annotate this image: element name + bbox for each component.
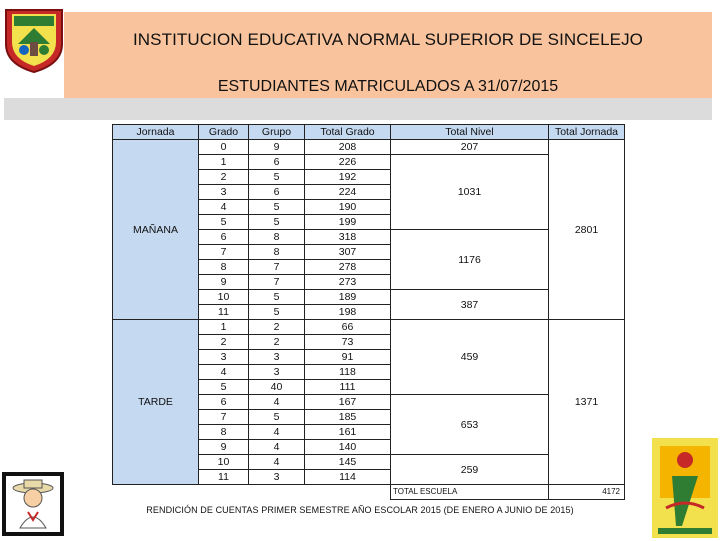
total-grado-cell: 198 bbox=[305, 305, 391, 320]
grupo-cell: 7 bbox=[249, 275, 305, 290]
grupo-cell: 40 bbox=[249, 380, 305, 395]
total-grado-cell: 161 bbox=[305, 425, 391, 440]
grupo-cell: 3 bbox=[249, 470, 305, 485]
grado-cell: 8 bbox=[199, 260, 249, 275]
student-mascot-image bbox=[2, 472, 64, 536]
grado-cell: 4 bbox=[199, 365, 249, 380]
column-header: Total Jornada bbox=[549, 125, 625, 140]
grado-cell: 11 bbox=[199, 470, 249, 485]
table-row bbox=[113, 140, 625, 155]
total-escuela-row bbox=[113, 485, 625, 500]
page-title: INSTITUCION EDUCATIVA NORMAL SUPERIOR DE SINCELEJO bbox=[132, 30, 644, 49]
grado-cell: 8 bbox=[199, 425, 249, 440]
total-grado-cell: 118 bbox=[305, 365, 391, 380]
total-grado-cell: 111 bbox=[305, 380, 391, 395]
total-grado-cell: 185 bbox=[305, 410, 391, 425]
grupo-cell: 7 bbox=[249, 260, 305, 275]
column-header: Grado bbox=[199, 125, 249, 140]
grado-cell: 3 bbox=[199, 185, 249, 200]
total-grado-cell: 226 bbox=[305, 155, 391, 170]
column-header: Jornada bbox=[113, 125, 199, 140]
total-grado-cell: 224 bbox=[305, 185, 391, 200]
total-grado-cell: 192 bbox=[305, 170, 391, 185]
total-nivel-cell: 1031 bbox=[391, 155, 549, 230]
grupo-cell: 6 bbox=[249, 155, 305, 170]
total-nivel-cell: 207 bbox=[391, 140, 549, 155]
total-grado-cell: 73 bbox=[305, 335, 391, 350]
grupo-cell: 4 bbox=[249, 395, 305, 410]
total-nivel-cell: 1176 bbox=[391, 230, 549, 290]
grupo-cell: 3 bbox=[249, 350, 305, 365]
total-nivel-cell: 387 bbox=[391, 290, 549, 320]
grupo-cell: 2 bbox=[249, 335, 305, 350]
grupo-cell: 5 bbox=[249, 200, 305, 215]
grado-cell: 9 bbox=[199, 440, 249, 455]
jornada-cell: TARDE bbox=[113, 320, 199, 485]
gray-band bbox=[4, 98, 712, 120]
grupo-cell: 8 bbox=[249, 245, 305, 260]
grado-cell: 10 bbox=[199, 455, 249, 470]
footer-note: RENDICIÓN DE CUENTAS PRIMER SEMESTRE AÑO ESCOLAR 2015 (DE ENERO A JUNIO DE 2015) bbox=[146, 505, 574, 515]
grado-cell: 6 bbox=[199, 395, 249, 410]
total-nivel-cell: 459 bbox=[391, 320, 549, 395]
grado-cell: 1 bbox=[199, 320, 249, 335]
blank-cell bbox=[113, 485, 199, 500]
grado-cell: 2 bbox=[199, 335, 249, 350]
total-grado-cell: 189 bbox=[305, 290, 391, 305]
grado-cell: 5 bbox=[199, 215, 249, 230]
blank-cell bbox=[249, 485, 305, 500]
total-grado-cell: 91 bbox=[305, 350, 391, 365]
total-grado-cell: 318 bbox=[305, 230, 391, 245]
grupo-cell: 5 bbox=[249, 410, 305, 425]
total-nivel-cell: 259 bbox=[391, 455, 549, 485]
grupo-cell: 3 bbox=[249, 365, 305, 380]
total-grado-cell: 199 bbox=[305, 215, 391, 230]
grupo-cell: 4 bbox=[249, 455, 305, 470]
total-jornada-cell: 1371 bbox=[549, 320, 625, 485]
grupo-cell: 4 bbox=[249, 425, 305, 440]
enrollment-table bbox=[112, 124, 625, 500]
grado-cell: 3 bbox=[199, 350, 249, 365]
grado-cell: 7 bbox=[199, 245, 249, 260]
blank-cell bbox=[199, 485, 249, 500]
page-subtitle: ESTUDIANTES MATRICULADOS A 31/07/2015 bbox=[217, 78, 559, 95]
total-grado-cell: 278 bbox=[305, 260, 391, 275]
jornada-cell: MAÑANA bbox=[113, 140, 199, 320]
grupo-cell: 5 bbox=[249, 305, 305, 320]
grado-cell: 9 bbox=[199, 275, 249, 290]
column-header: Total Grado bbox=[305, 125, 391, 140]
grado-cell: 10 bbox=[199, 290, 249, 305]
total-grado-cell: 114 bbox=[305, 470, 391, 485]
total-grado-cell: 66 bbox=[305, 320, 391, 335]
grupo-cell: 6 bbox=[249, 185, 305, 200]
grado-cell: 2 bbox=[199, 170, 249, 185]
grupo-cell: 5 bbox=[249, 215, 305, 230]
total-jornada-cell: 2801 bbox=[549, 140, 625, 320]
grupo-cell: 9 bbox=[249, 140, 305, 155]
total-grado-cell: 167 bbox=[305, 395, 391, 410]
column-header: Total Nivel bbox=[391, 125, 549, 140]
grado-cell: 7 bbox=[199, 410, 249, 425]
grupo-cell: 5 bbox=[249, 170, 305, 185]
column-header: Grupo bbox=[249, 125, 305, 140]
grado-cell: 0 bbox=[199, 140, 249, 155]
total-grado-cell: 190 bbox=[305, 200, 391, 215]
grado-cell: 6 bbox=[199, 230, 249, 245]
total-grado-cell: 140 bbox=[305, 440, 391, 455]
grado-cell: 5 bbox=[199, 380, 249, 395]
grupo-cell: 2 bbox=[249, 320, 305, 335]
total-escuela-value: 4172 bbox=[549, 485, 625, 500]
grupo-cell: 4 bbox=[249, 440, 305, 455]
table-row bbox=[113, 320, 625, 335]
total-grado-cell: 307 bbox=[305, 245, 391, 260]
institution-emblem-logo bbox=[652, 438, 718, 538]
school-crest-logo bbox=[0, 4, 68, 74]
total-grado-cell: 145 bbox=[305, 455, 391, 470]
total-nivel-cell: 653 bbox=[391, 395, 549, 455]
grado-cell: 4 bbox=[199, 200, 249, 215]
blank-cell bbox=[305, 485, 391, 500]
grado-cell: 1 bbox=[199, 155, 249, 170]
grado-cell: 11 bbox=[199, 305, 249, 320]
grupo-cell: 8 bbox=[249, 230, 305, 245]
total-escuela-label: TOTAL ESCUELA bbox=[391, 485, 549, 500]
total-grado-cell: 273 bbox=[305, 275, 391, 290]
table-header-row bbox=[113, 125, 625, 140]
total-grado-cell: 208 bbox=[305, 140, 391, 155]
grupo-cell: 5 bbox=[249, 290, 305, 305]
